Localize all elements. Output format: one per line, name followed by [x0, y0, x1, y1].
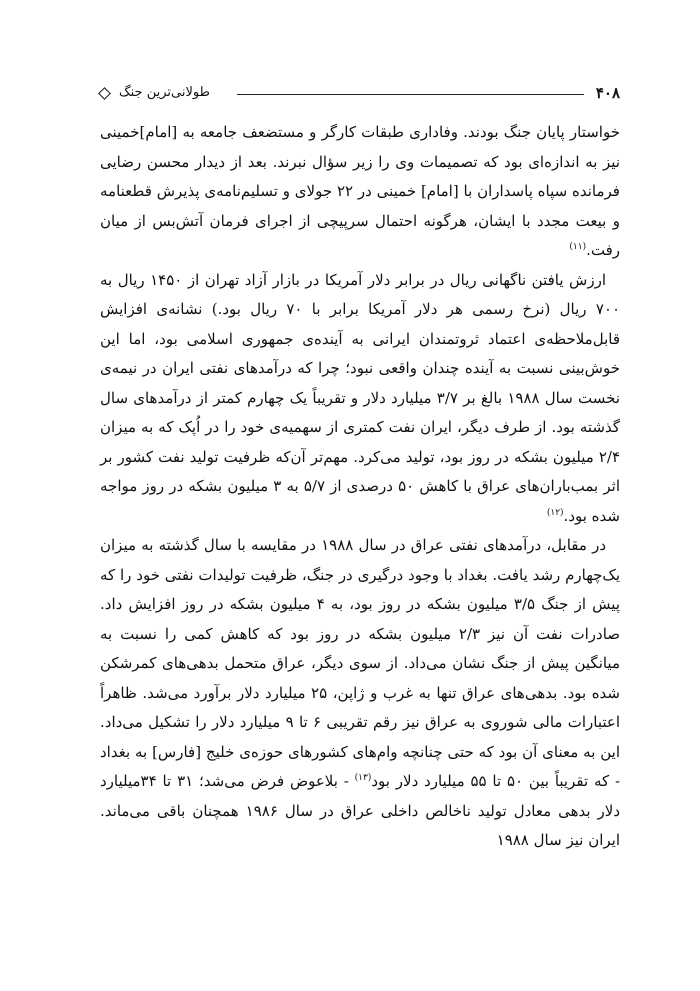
running-header — [100, 82, 620, 112]
paragraph-text: خواستار پایان جنگ بودند. وفاداری طبقات کارگر و مستضعف جامعه به [امام]خمینی نیز به اندازه‌ای بود که تصمیمات وی را زیر سؤال نبرند. بعد از دیدار محسن رضایی فرمانده سپاه پاسداران با [امام] خمینی در ۲۲ جولای و تسلیم‌نامه‌ی پذیرش قطعنامه و بیعت مجدد با ایشان، هرگونه احتمال سرپیچی از اجرای فرمان آتش‌بس از میان رفت. — [100, 123, 620, 259]
paragraph-text: در مقابل، درآمدهای نفتی عراق در سال ۱۹۸۸ در مقایسه با سال گذشته به میزان یک‌چهارم رشد یافت. بغداد با وجود درگیری در جنگ، ظرفیت تولیدات نفتی خود را که پیش از جنگ ۳/۵ میلیون بشکه در روز بود، به ۴ میلیون بشکه در روز افزایش داد. صادرات نفت آن نیز ۲/۳ میلیون بشکه در روز بود که کاهش کمی را نسبت به میانگین پیش از جنگ نشان می‌داد. از سوی دیگر، عراق متحمل بدهی‌های کمرشکن شده بود. بدهی‌های عراق تنها به غرب و ژاپن، ۲۵ میلیارد دلار برآورد می‌شد. ظاهراً اعتبارات مالی شوروی به عراق نیز رقم تقریبی ۶ تا ۹ میلیارد دلار را تشکیل می‌داد. این به معنای آن بود که حتی چنانچه وام‌های کشورهای حوزه‌ی خلیج [فارس] به بغداد - که تقریباً بین ۵۰ تا ۵۵ میلیارد دلار بود — [100, 536, 621, 790]
body-text — [100, 118, 620, 856]
paragraph-1 — [100, 118, 620, 266]
footnote-marker: (۱۲) — [546, 507, 564, 518]
paragraph-2 — [100, 266, 620, 532]
running-title-group — [100, 82, 210, 104]
paragraph-3 — [100, 531, 620, 856]
footnote-marker: (۱۱) — [569, 242, 587, 252]
diamond-icon — [98, 87, 111, 100]
paragraph-text: ارزش یافتن ناگهانی ریال در برابر دلار آمریکا در بازار آزاد تهران از ۱۴۵۰ ریال به ۷۰۰ ریال (نرخ رسمی هر دلار آمریکا برابر با ۷۰ ریال بود.) نشانه‌ی افزایش قابل‌ملاحظه‌ی اعتماد ثروتمندان ایرانی به آینده‌ی جمهوری اسلامی بود، اما این خوش‌بینی نسبت به آینده چندان واقعی نبود؛ چرا که درآمدهای نفتی ایران در نیمه‌ی نخست سال ۱۹۸۸ بالغ بر ۳/۷ میلیارد دلار و تقریباً یک چهارم کمتر از درآمدهای سال گذشته بود. از طرف دیگر، ایران نفت کمتری از سهمیه‌ی خود را در اُپک که به میزان ۲/۴ میلیون بشکه در روز بود، تولید می‌کرد. مهم‌تر آن‌که ظرفیت تولید نفت کشور بر اثر بمب‌باران‌های عراق با کاهش ۵۰ درصدی از ۵/۷ به ۳ میلیون بشکه در روز مواجه شده بود. — [100, 270, 620, 525]
paragraph-text-tail: - بلاعوض فرض می‌شد؛ ۳۱ تا ۳۴میلیارد دلار بدهی معادل تولید ناخالص داخلی عراق در سال ۱۹۸۶ همچنان باقی می‌ماند. ایران نیز سال ۱۹۸۸ — [100, 772, 621, 849]
page-number: ۴۰۸ — [595, 84, 620, 102]
footnote-marker: (۱۳) — [354, 773, 372, 783]
header-rule — [237, 94, 584, 95]
running-title: طولانی‌ترین جنگ — [119, 85, 210, 100]
